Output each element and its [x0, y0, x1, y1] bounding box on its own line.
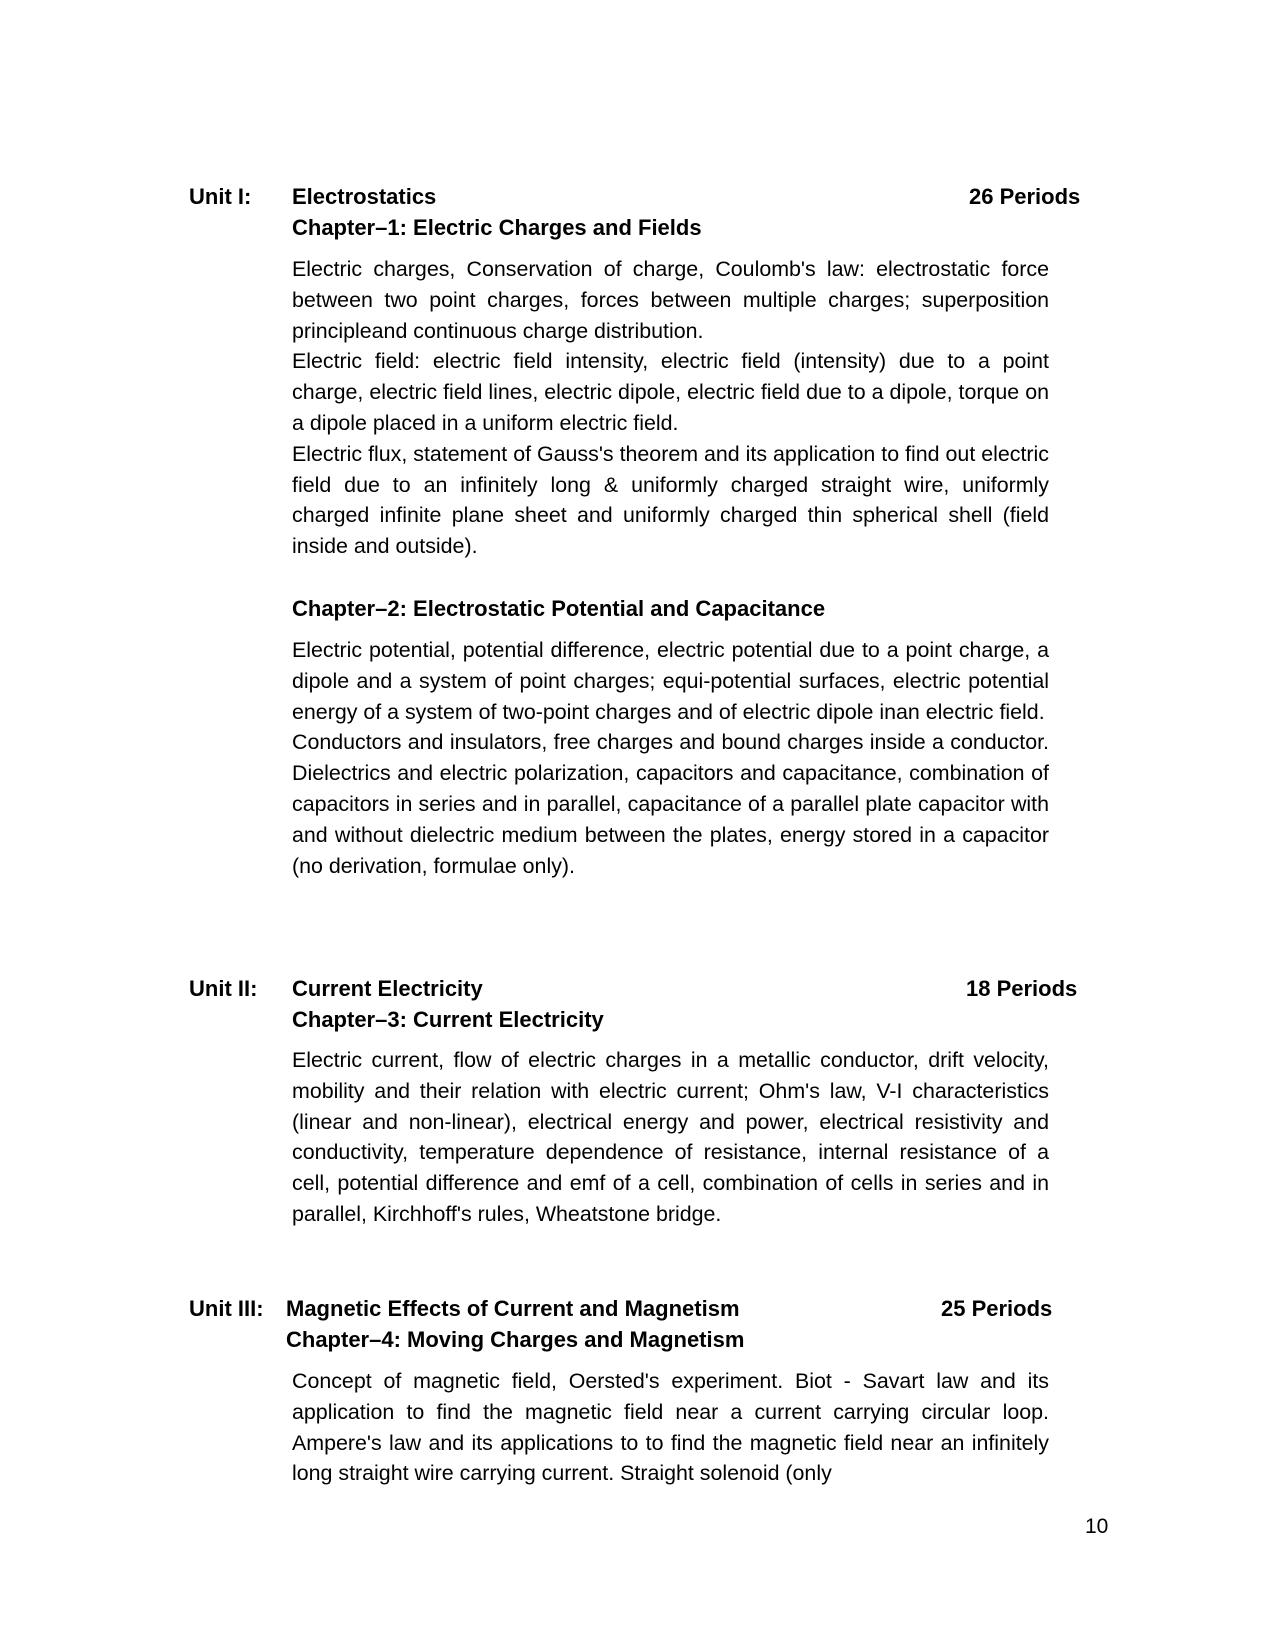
chapter-2-title: Chapter–2: Electrostatic Potential and Capacitance — [292, 596, 826, 621]
paragraph: Electric field: electric field intensity, electric field (intensity) due to a point charge, electric field lines, electric dipole, electric field due to a dipole, torque on a dipole placed in a uniform electric field. — [292, 349, 1049, 435]
unit-label: Unit II: — [189, 976, 258, 1001]
unit-periods: 26 Periods — [969, 184, 1081, 209]
unit-3-header — [189, 1294, 1089, 1324]
paragraph: Electric charges, Conservation of charge, Coulomb's law: electrostatic force between two point charges, forces between multiple charges; superposition principleand continuous charge distribution. — [292, 257, 1049, 343]
unit-label: Unit III: — [189, 1296, 264, 1321]
unit-periods: 25 Periods — [941, 1296, 1053, 1321]
unit-label: Unit I: — [189, 184, 252, 209]
chapter-3-title: Chapter–3: Current Electricity — [292, 1007, 604, 1032]
chapter-4-title: Chapter–4: Moving Charges and Magnetism — [286, 1327, 745, 1352]
paragraph: Electric flux, statement of Gauss's theorem and its application to find out electric field due to an infinitely long & uniformly charged straight wire, uniformly charged infinite plane sheet and uniformly charged thin spherical shell (field inside and outside). — [292, 441, 1049, 559]
unit-title: Current Electricity — [292, 976, 483, 1001]
unit-1-header — [189, 182, 1089, 212]
paragraph: Conductors and insulators, free charges and bound charges inside a conductor. Dielectrics and electric polarization, capacitors and capacitance, combination of capacitors in series and in parallel, capacitance of a parallel plate capacitor with and without dielectric medium between the plates, energy stored in a capacitor (no derivation, formulae only). — [292, 730, 1049, 878]
chapter-2-body — [292, 635, 1049, 881]
unit-2-header — [189, 974, 1089, 1004]
page-number: 10 — [1085, 1515, 1109, 1538]
paragraph: Electric potential, potential difference, electric potential due to a point charge, a dipole and a system of point charges; equi-potential surfaces, electric potential energy of a system of two-point charges and of electric dipole inan electric field. — [292, 638, 1049, 724]
chapter-1-body — [292, 254, 1049, 562]
chapter-1-title: Chapter–1: Electric Charges and Fields — [292, 215, 702, 240]
paragraph: Concept of magnetic field, Oersted's experiment. Biot - Savart law and its application to find the magnetic field near a current carrying circular loop. Ampere's law and its applications to to find the magnetic field near an infinitely long straight wire carrying current. Straight solenoid (only — [292, 1369, 1049, 1486]
chapter-4-body — [292, 1366, 1049, 1489]
chapter-3-body — [292, 1045, 1049, 1230]
unit-title: Magnetic Effects of Current and Magnetism — [286, 1296, 740, 1321]
unit-periods: 18 Periods — [966, 976, 1078, 1001]
unit-title: Electrostatics — [292, 184, 437, 209]
paragraph: Electric current, flow of electric charges in a metallic conductor, drift velocity, mobility and their relation with electric current; Ohm's law, V-I characteristics (linear and non-linear), electrical energy and power, electrical resistivity and conductivity, temperature dependence of resistance, internal resistance of a cell, potential difference and emf of a cell, combination of cells in series and in parallel, Kirchhoff's rules, Wheatstone bridge. — [292, 1048, 1049, 1226]
